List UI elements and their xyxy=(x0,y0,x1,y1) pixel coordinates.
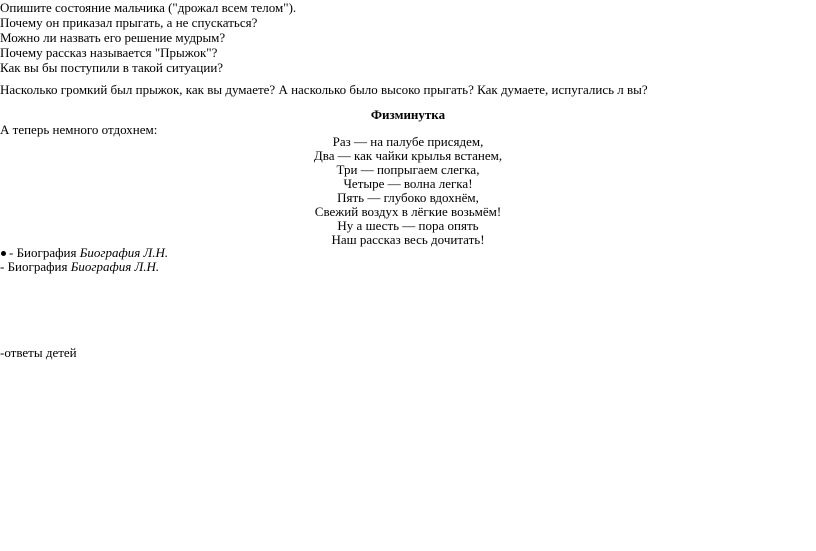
rest-line: А теперь немного отдохнем: xyxy=(0,122,158,137)
poem-line-7: Ну а шесть — пора опять xyxy=(337,218,479,233)
poem-line-5: Пять — глубоко вдохнём, xyxy=(337,190,479,205)
poem-line-3: Три — попрыгаем слегка, xyxy=(336,162,480,177)
poem-line-4: Четыре — волна легка! xyxy=(343,176,473,191)
question-extra: Насколько громкий был прыжок, как вы думаете? А насколько было высоко прыгать? Как думаете, испугались л вы? xyxy=(0,82,648,97)
answers-line: -ответы детей xyxy=(0,345,77,360)
poem-line-8: Наш рассказ весь дочитать! xyxy=(331,232,485,247)
poem-line-1: Раз — на палубе присядем, xyxy=(332,134,484,149)
question-4: Почему рассказ называется "Прыжок"? xyxy=(0,45,218,60)
bullet-icon xyxy=(1,251,6,256)
bio-italic: Биография Л.Н. xyxy=(70,259,160,274)
question-3: Можно ли назвать его решение мудрым? xyxy=(0,30,226,45)
question-2: Почему он приказал прыгать, а не спускаться? xyxy=(0,15,258,30)
bio-prefix: - Биография xyxy=(9,245,80,260)
question-1: Опишите состояние мальчика ("дрожал всем телом"). xyxy=(0,0,297,15)
poem-line-2: Два — как чайки крылья встанем, xyxy=(313,148,503,163)
question-5: Как вы бы поступили в такой ситуации? xyxy=(0,60,224,75)
bio-line-2 xyxy=(0,259,159,275)
section-title: Физминутка xyxy=(370,107,446,122)
bio-italic: Биография Л.Н. xyxy=(79,245,169,260)
bio-prefix: - Биография xyxy=(0,259,71,274)
poem-line-6: Свежий воздух в лёгкие возьмём! xyxy=(314,204,502,219)
